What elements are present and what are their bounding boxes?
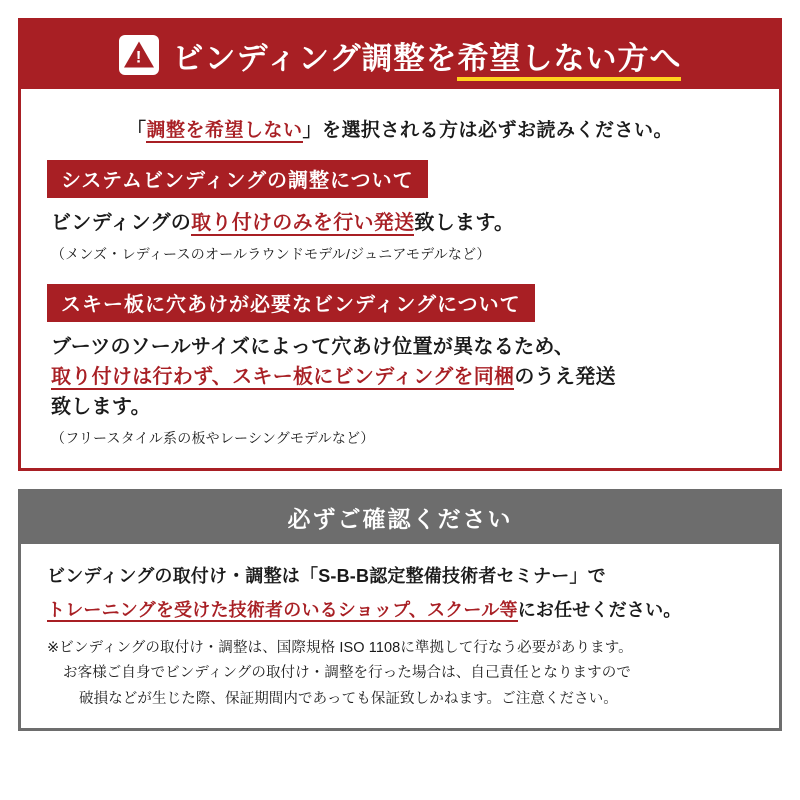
- notice-body: [21, 89, 779, 468]
- fine-print: [47, 636, 753, 712]
- section-2-body-line2: [51, 362, 753, 392]
- section-2-title: スキー板に穴あけが必要なビンディングについて: [47, 284, 535, 322]
- section-1-note: （メンズ・レディースのオールラウンドモデル/ジュニアモデルなど）: [51, 246, 491, 262]
- fine-print-line-1: ※ビンディングの取付け・調整は、国際規格 ISO 1108に準拠して行なう必要があります。: [47, 640, 633, 656]
- section-drilling-binding: [47, 284, 753, 448]
- section-1-title: システムビンディングの調整について: [47, 160, 428, 198]
- section-1-body-pre: ビンディングの: [51, 212, 192, 234]
- section-2-body-line3: 致します。: [51, 396, 151, 418]
- section-2-body-line1: ブーツのソールサイズによって穴あけ位置が異なるため、: [51, 336, 575, 358]
- notice-banner: [21, 21, 779, 89]
- section-2-body: [47, 332, 753, 422]
- confirm-heading: 必ずご確認ください: [21, 492, 779, 544]
- confirm-line-2-post: にお任せください。: [517, 600, 682, 620]
- section-2-note: （フリースタイル系の板やレーシングモデルなど）: [51, 430, 375, 446]
- confirm-line-1: ビンディングの取付け・調整は「S-B-B認定整備技術者セミナー」で: [47, 566, 606, 586]
- banner-title-plain: ビンディング調整を: [172, 40, 458, 76]
- binding-adjustment-notice-card: [18, 18, 782, 471]
- section-2-body-mark: 取り付けは行わず、スキー板にビンディングを同梱: [51, 366, 515, 388]
- section-spacer: [47, 264, 753, 284]
- section-1-body: [47, 208, 753, 238]
- banner-title-highlight: 希望しない方へ: [457, 41, 681, 81]
- confirm-body: [21, 544, 779, 728]
- confirm-line-2: [47, 596, 753, 622]
- lead-highlight: 調整を希望しない: [146, 120, 303, 141]
- section-1-body-post: 致します。: [414, 212, 515, 234]
- fine-print-line-3: 破損などが生じた際、保証期間内であっても保証致しかねます。ご注意ください。: [79, 690, 618, 707]
- lead-tail: 」を選択される方は必ずお読みください。: [302, 120, 674, 141]
- confirm-line-2-mark: トレーニングを受けた技術者のいるショップ、スクール等: [47, 600, 518, 620]
- section-system-binding: [47, 160, 753, 264]
- banner-title: [173, 33, 682, 78]
- fine-print-line-2: お客様ご自身でビンディングの取付け・調整を行った場合は、自己責任となりますので: [63, 665, 631, 682]
- warning-triangle-icon: !: [119, 35, 159, 75]
- section-2-body-post: のうえ発送: [514, 366, 616, 388]
- section-1-body-mark: 取り付けのみを行い発送: [191, 212, 415, 234]
- please-confirm-card: [18, 489, 782, 731]
- lead-open-quote: 「: [126, 120, 147, 141]
- lead-sentence: [47, 115, 753, 142]
